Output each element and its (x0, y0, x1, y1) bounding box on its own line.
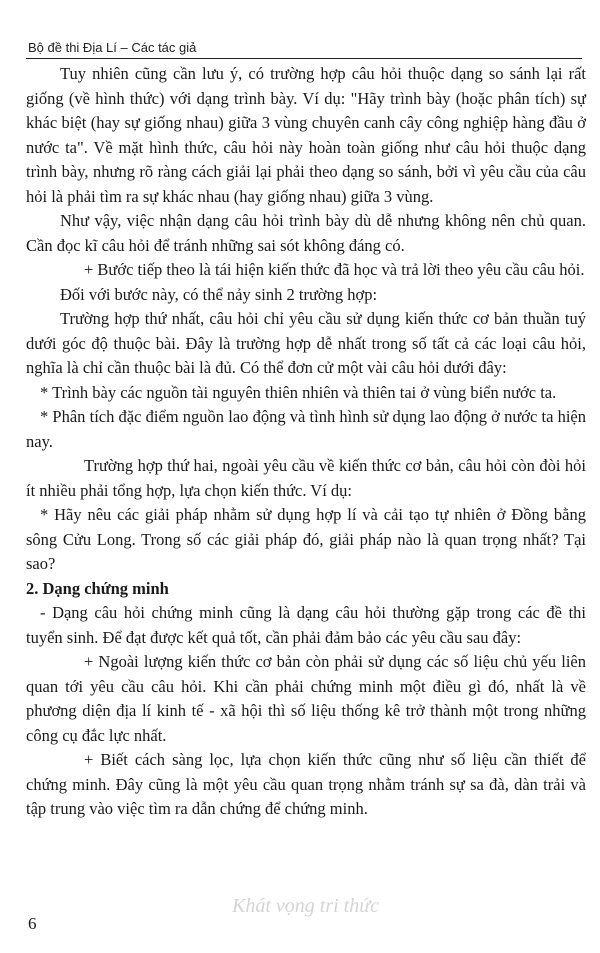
paragraph: + Ngoài lượng kiến thức cơ bản còn phải sử dụng các số liệu chủ yếu liên quan tới yêu cầu câu hỏi. Khi cần phải chứng minh một điều gì đó, nhất là về phương diện địa lí kinh tế - xã hội thì số liệu thống kê trở thành một trong những công cụ đắc lực nhất. (26, 652, 586, 745)
paragraph: Tuy nhiên cũng cần lưu ý, có trường hợp câu hỏi thuộc dạng so sánh lại rất giống (về hình thức) với dạng trình bày. Ví dụ: "Hãy trình bày (hoặc phân tích) sự khác biệt (hay sự giống nhau) giữa 3 vùng chuyên canh cây công nghiệp hàng đầu ở nước ta". Về mặt hình thức, câu hỏi này hoàn toàn giống như câu hỏi thuộc dạng trình bày, nhưng rõ ràng cách giải lại phải theo dạng so sánh, bởi vì yêu cầu của câu hỏi là phải tìm ra sự khác nhau (hay giống nhau) giữa 3 vùng. (26, 64, 586, 206)
bullet-item: * Hãy nêu các giải pháp nhằm sử dụng hợp lí và cải tạo tự nhiên ở Đồng bằng sông Cửu Long. Trong số các giải pháp đó, giải pháp nào là quan trọng nhất? Tại sao? (26, 505, 586, 573)
paragraph: Như vậy, việc nhận dạng câu hỏi trình bày dù dễ nhưng không nên chủ quan. Cần đọc kĩ câu hỏi để tránh những sai sót không đáng có. (26, 211, 586, 255)
bullet-item: * Phân tích đặc điểm nguồn lao động và tình hình sử dụng lao động ở nước ta hiện nay. (26, 407, 586, 451)
page-body (26, 62, 586, 822)
paragraph: + Bước tiếp theo là tái hiện kiến thức đã học và trả lời theo yêu cầu câu hỏi. (84, 260, 585, 279)
running-header: Bộ đề thi Địa Lí – Các tác giả (28, 40, 197, 55)
paragraph: + Biết cách sàng lọc, lựa chọn kiến thức cũng như số liệu cần thiết để chứng minh. Đây cũng là một yêu cầu quan trọng nhằm tránh sự sa đà, dàn trải và tập trung vào việc tìm ra dẫn chứng để chứng minh. (26, 750, 586, 818)
bullet-item: * Trình bày các nguồn tài nguyên thiên nhiên và thiên tai ở vùng biển nước ta. (40, 382, 557, 402)
paragraph: Trường hợp thứ hai, ngoài yêu cầu về kiến thức cơ bản, câu hỏi còn đòi hỏi ít nhiều phải tổng hợp, lựa chọn kiến thức. Ví dụ: (26, 456, 586, 500)
paragraph: Đối với bước này, có thể nảy sinh 2 trường hợp: (60, 284, 378, 304)
page-number: 6 (28, 914, 37, 933)
watermark-text: Khát vọng tri thức (232, 895, 380, 917)
paragraph: Trường hợp thứ nhất, câu hỏi chỉ yêu cầu sử dụng kiến thức cơ bản thuần tuý dưới góc độ thuộc bài. Đây là trường hợp dễ nhất trong số tất cả các loại câu hỏi, nghĩa là chỉ cần thuộc bài là đủ. Có thể đơn cử một vài câu hỏi dưới đây: (26, 309, 586, 377)
section-heading: 2. Dạng chứng minh (26, 578, 169, 598)
header-rule (26, 58, 582, 59)
paragraph: - Dạng câu hỏi chứng minh cũng là dạng câu hỏi thường gặp trong các đề thi tuyển sinh. Để đạt được kết quả tốt, cần phải đảm bảo các yêu cầu sau đây: (26, 603, 586, 647)
